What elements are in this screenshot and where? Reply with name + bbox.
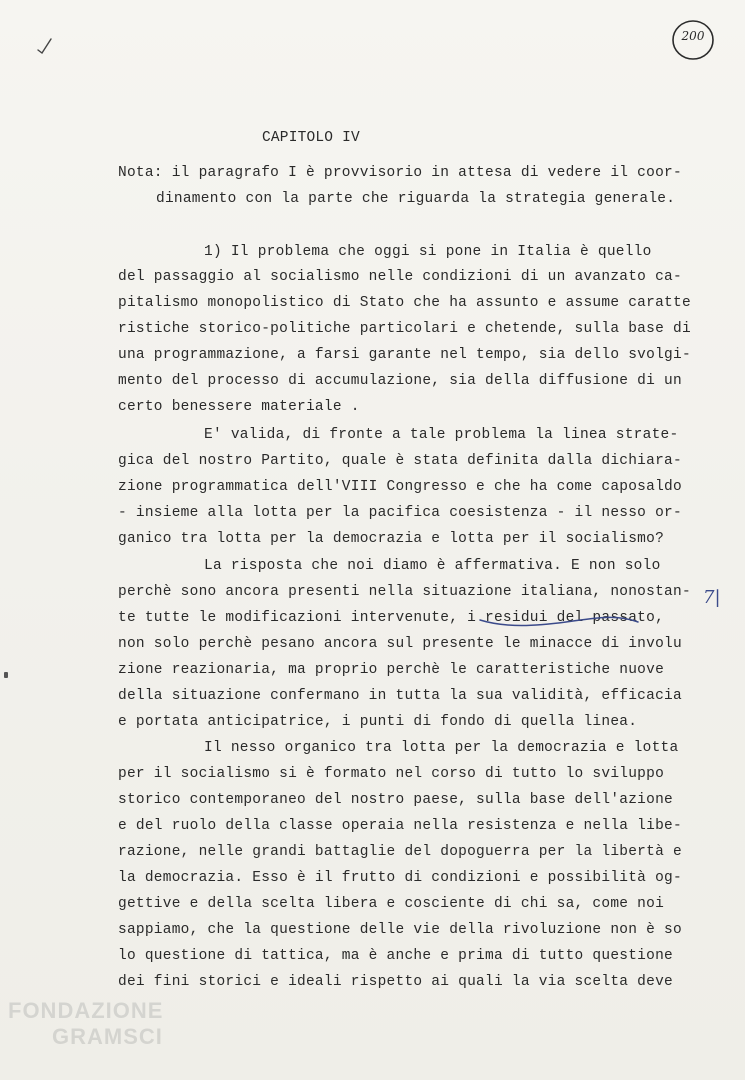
body-line: gettive e della scelta libera e cosciente di chi sa, come noi [118,896,665,912]
body-line: e portata anticipatrice, i punti di fondo di quella linea. [118,714,638,730]
body-line: razione, nelle grandi battaglie del dopoguerra per la libertà e [118,844,682,860]
handwritten-underline [476,606,642,628]
body-line: Il nesso organico tra lotta per la democrazia e lotta [204,740,679,756]
body-line: ganico tra lotta per la democrazia e lotta per il socialismo? [118,531,665,547]
body-line: E' valida, di fronte a tale problema la linea strate- [204,427,679,443]
body-line: zione reazionaria, ma proprio perchè le caratteristiche nuove [118,662,665,678]
body-line: te tutte le modificazioni intervenute, i residui del passato, [118,610,665,626]
body-line: la democrazia. Esso è il frutto di condizioni e possibilità og- [118,870,682,886]
body-line: mento del processo di accumulazione, sia della diffusione di un [118,373,682,389]
body-line: - insieme alla lotta per la pacifica coesistenza - il nesso or- [118,505,682,521]
body-line: perchè sono ancora presenti nella situazione italiana, nonostan- [118,584,691,600]
body-line: lo questione di tattica, ma è anche e prima di tutto questione [118,948,673,964]
pencil-tick-mark [36,36,54,56]
body-line: dei fini storici e ideali rispetto ai quali la via scelta deve [118,974,673,990]
body-line: 1) Il problema che oggi si pone in Italia è quello [204,244,652,260]
folio-number: 200 [681,29,705,43]
note-line: Nota: il paragrafo I è provvisorio in attesa di vedere il coor- [118,165,682,181]
watermark-line-1: FONDAZIONE [8,998,164,1023]
body-line: ristiche storico-politiche particolari e chetende, sulla base di [118,321,691,337]
body-line: sappiamo, che la questione delle vie della rivoluzione non è so [118,922,682,938]
body-line: La risposta che noi diamo è affermativa. E non solo [204,558,661,574]
chapter-title: CAPITOLO IV [262,130,360,146]
note-line: dinamento con la parte che riguarda la strategia generale. [156,191,676,207]
margin-annotation: 7| [703,587,721,608]
margin-dot [4,672,8,678]
body-line: non solo perchè pesano ancora sul presente le minacce di involu [118,636,682,652]
body-line: e del ruolo della classe operaia nella resistenza e nella libe- [118,818,682,834]
body-line: una programmazione, a farsi garante nel tempo, sia dello svolgi- [118,347,691,363]
body-line: del passaggio al socialismo nelle condizioni di un avanzato ca- [118,269,682,285]
watermark-line-2: GRAMSCI [52,1024,163,1049]
body-line: gica del nostro Partito, quale è stata definita dalla dichiara- [118,453,682,469]
body-line: per il socialismo si è formato nel corso di tutto lo sviluppo [118,766,665,782]
body-line: storico contemporaneo del nostro paese, sulla base dell'azione [118,792,673,808]
body-line: pitalismo monopolistico di Stato che ha assunto e assume caratte [118,295,691,311]
body-line: certo benessere materiale . [118,399,360,415]
body-line: zione programmatica dell'VIII Congresso e che ha come caposaldo [118,479,682,495]
body-line: della situazione confermano in tutta la sua validità, efficacia [118,688,682,704]
